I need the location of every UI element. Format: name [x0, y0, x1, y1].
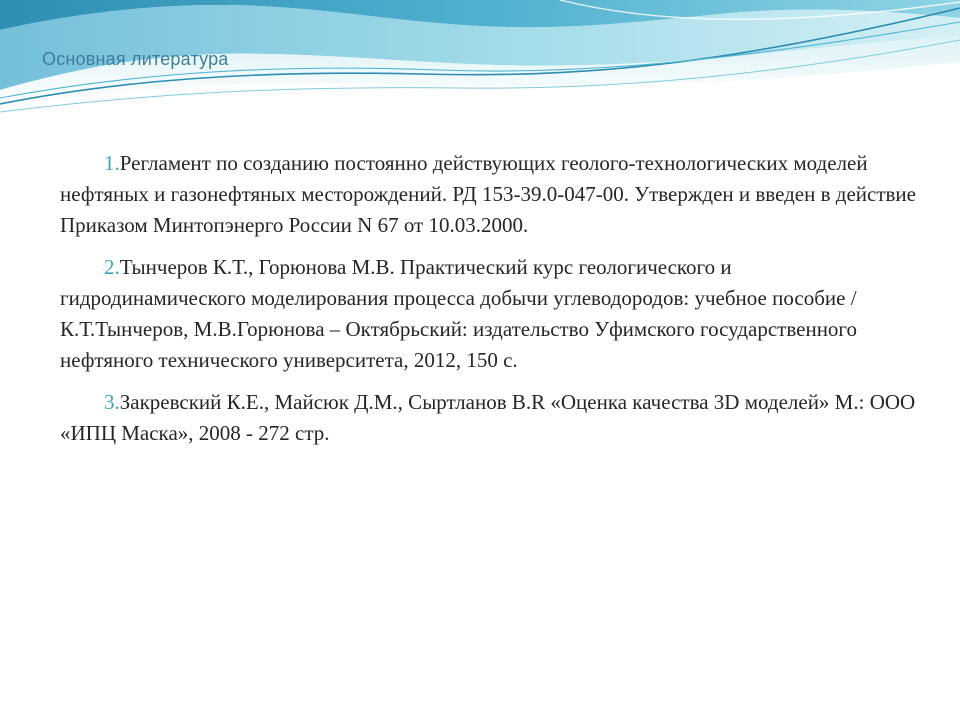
reference-number-1: 1. [104, 151, 120, 175]
reference-number-2: 2. [104, 255, 120, 279]
reference-item-3 [60, 387, 920, 449]
reference-text-2: Тынчеров К.Т., Горюнова М.В. Практический курс геологического и гидродинамического моделирования процесса добычи углеводородов: учебное пособие / К.Т.Тынчеров, М.В.Горюнова – Октябрьский: издательство Уфимского государственного нефтяного технического университета, 2012, 150 с. [60, 255, 858, 372]
slide-title: Основная литература [42, 49, 229, 69]
reference-item-2 [60, 252, 920, 376]
reference-text-1: Регламент по созданию постоянно действующих геолого-технологических моделей нефтяных и газонефтяных месторождений. РД 153-39.0-047-00. Утвержден и введен в действие Приказом Минтопэнерго России N 67 от 10.03.2000. [60, 151, 916, 237]
reference-list [60, 148, 920, 460]
reference-item-1 [60, 148, 920, 241]
reference-number-3: 3. [104, 390, 120, 414]
reference-text-3: Закревский К.Е., Майсюк Д.М., Сыртланов В.R «Оценка качества 3D моделей» М.: ООО «ИПЦ Маска», 2008 - 272 стр. [60, 390, 916, 445]
